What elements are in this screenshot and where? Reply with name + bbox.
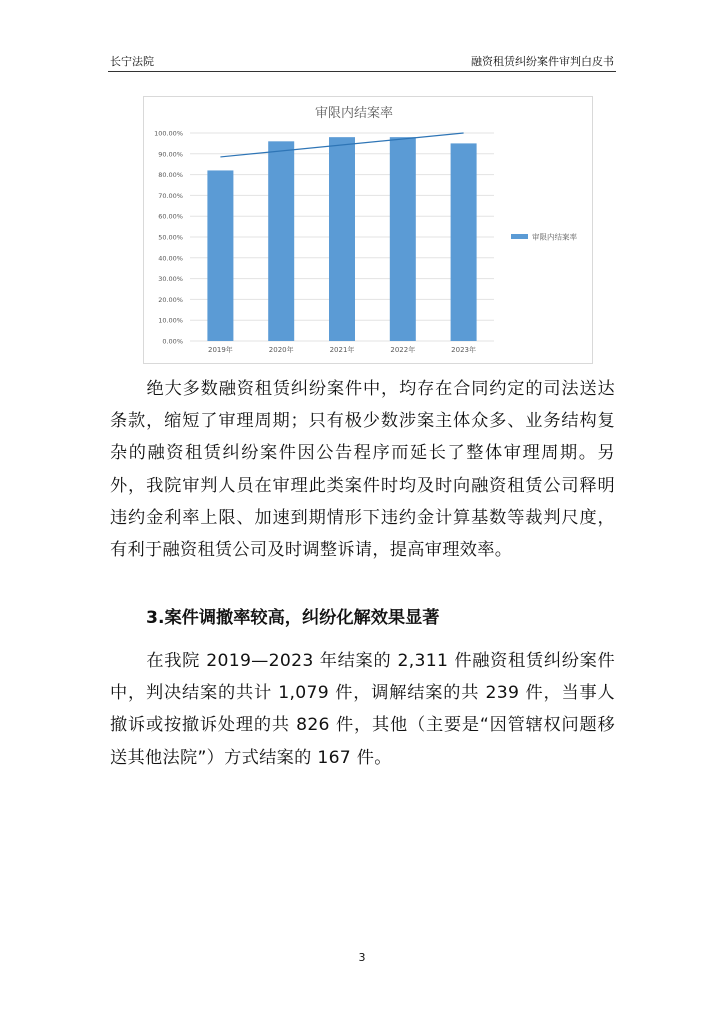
y-tick-label: 0.00% <box>162 337 183 346</box>
y-tick-label: 70.00% <box>158 191 183 200</box>
header-document-title: 融资租赁纠纷案件审判白皮书 <box>471 55 614 68</box>
paragraph-case-closure <box>110 645 615 774</box>
legend-label: 审限内结案率 <box>532 232 577 242</box>
y-tick-label: 40.00% <box>158 254 183 263</box>
y-tick-label: 20.00% <box>158 295 183 304</box>
bar <box>329 137 355 341</box>
bar <box>451 143 477 341</box>
header-divider <box>108 71 616 72</box>
paragraph-case-closure-text: 在我院 2019—2023 年结案的 2,311 件融资租赁纠纷案件中，判决结案的共计 1,079 件，调解结案的共 239 件，当事人撤诉或按撤诉处理的共 826 件，其他（主要是“因管辖权问题移送其他法院”）方式结案的 167 件。 <box>110 651 615 768</box>
legend-swatch <box>511 234 528 239</box>
chart-title: 审限内结案率 <box>314 106 394 121</box>
bar <box>268 141 294 341</box>
header-court-name: 长宁法院 <box>110 55 154 68</box>
page-number: 3 <box>358 951 366 964</box>
y-tick-label: 10.00% <box>158 316 183 325</box>
y-tick-label: 90.00% <box>158 150 183 159</box>
x-tick-label: 2019年 <box>207 346 233 354</box>
chart-container <box>143 96 593 364</box>
y-tick-label: 30.00% <box>158 275 183 284</box>
paragraph-review-period <box>110 373 615 566</box>
x-tick-label: 2020年 <box>268 346 294 354</box>
bar <box>207 170 233 341</box>
bar-chart <box>144 97 592 363</box>
y-tick-label: 100.00% <box>154 129 183 138</box>
y-tick-label: 80.00% <box>158 171 183 180</box>
y-tick-label: 50.00% <box>158 233 183 242</box>
x-tick-label: 2021年 <box>329 346 355 354</box>
x-tick-label: 2023年 <box>451 346 477 354</box>
section-heading: 3.案件调撤率较高，纠纷化解效果显著 <box>146 608 440 628</box>
bar <box>390 137 416 341</box>
y-tick-label: 60.00% <box>158 212 183 221</box>
x-tick-label: 2022年 <box>390 346 416 354</box>
paragraph-review-period-text: 绝大多数融资租赁纠纷案件中，均存在合同约定的司法送达条款，缩短了审理周期；只有极少数涉案主体众多、业务结构复杂的融资租赁纠纷案件因公告程序而延长了整体审理周期。另外，我院审判人员在审理此类案件时均及时向融资租赁公司释明违约金利率上限、加速到期情形下违约金计算基数等裁判尺度，有利于融资租赁公司及时调整诉请，提高审理效率。 <box>110 379 615 561</box>
